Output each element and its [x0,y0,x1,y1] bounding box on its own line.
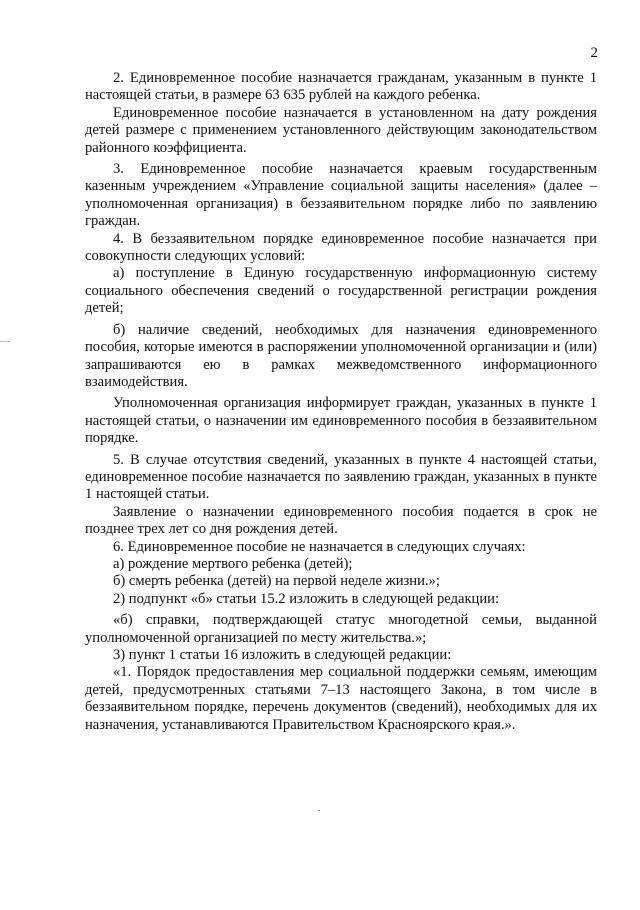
paragraph-certificate-large-family: «б) справки, подтверждающей статус многодетной семьи, выданной уполномоченной организацией по месту жительства.»; [85,612,597,646]
paragraph-application-deadline: Заявление о назначении единовременного пособия подается в срок не позднее трех лет со дня рождения детей. [85,503,597,538]
paragraph-benefit-amount: 2. Единовременное пособие назначается гражданам, указанным в пункте 1 настоящей статьи, в размере 63 635 рублей на каждого ребенка. [85,70,597,104]
paragraph-informing-citizens: Уполномоченная организация информирует граждан, указанных в пункте 1 настоящей статьи, о назначении им единовременного пособия в беззаявительном порядке. [85,395,597,447]
paragraph-exclusion-a: а) рождение мертвого ребенка (детей); [113,555,353,572]
paragraph-amendment-16: 3) пункт 1 статьи 16 изложить в следующей редакции: [113,647,452,663]
document-body [85,70,597,734]
margin-mark [0,341,10,342]
paragraph-missing-information: 5. В случае отсутствия сведений, указанных в пункте 4 настоящей статьи, единовременное пособие назначается по заявлению граждан, указанных в пункте 1 настоящей статьи. [85,451,597,503]
paragraph-exclusion-b: б) смерть ребенка (детей) на первой неделе жизни.»; [113,573,440,590]
paragraph-support-procedure: «1. Порядок предоставления мер социальной поддержки семьям, имеющим детей, предусмотренных статьями 7–13 настоящего Закона, в том числе в беззаявительном порядке, перечень документов (сведений), необходимых для их назначения, устанавливаются Правительством Красноярского края.». [85,664,597,733]
paragraph-condition-a: а) поступление в Единую государственную информационную систему социального обеспечения сведений о государственной регистрации рождения детей; [85,265,597,317]
paragraph-condition-b: б) наличие сведений, необходимых для назначения единовременного пособия, которые имеются в распоряжении уполномоченной организации и (или) запрашиваются ею в рамках межведомственного информационного взаимодействия. [85,321,597,390]
paragraph-application-free-conditions: 4. В беззаявительном порядке единовременное пособие назначается при совокупности следующих условий: [85,230,597,265]
scan-artifact-dot [318,810,320,811]
paragraph-amendment-15-2: 2) подпункт «б» статьи 15.2 изложить в следующей редакции: [113,590,500,607]
paragraph-exclusions: 6. Единовременное пособие не назначается в следующих случаях: [113,538,526,555]
paragraph-assigning-institution: 3. Единовременное пособие назначается краевым государственным казенным учреждением «Управление социальной защиты населения» (далее – уполномоченная организация) в беззаявительном порядке либо по заявлению граждан. [85,161,597,230]
page-number: 2 [590,45,598,61]
paragraph-regional-coefficient: Единовременное пособие назначается в установленном на дату рождения детей размере с применением установленного действующим законодательством районного коэффициента. [85,104,597,156]
